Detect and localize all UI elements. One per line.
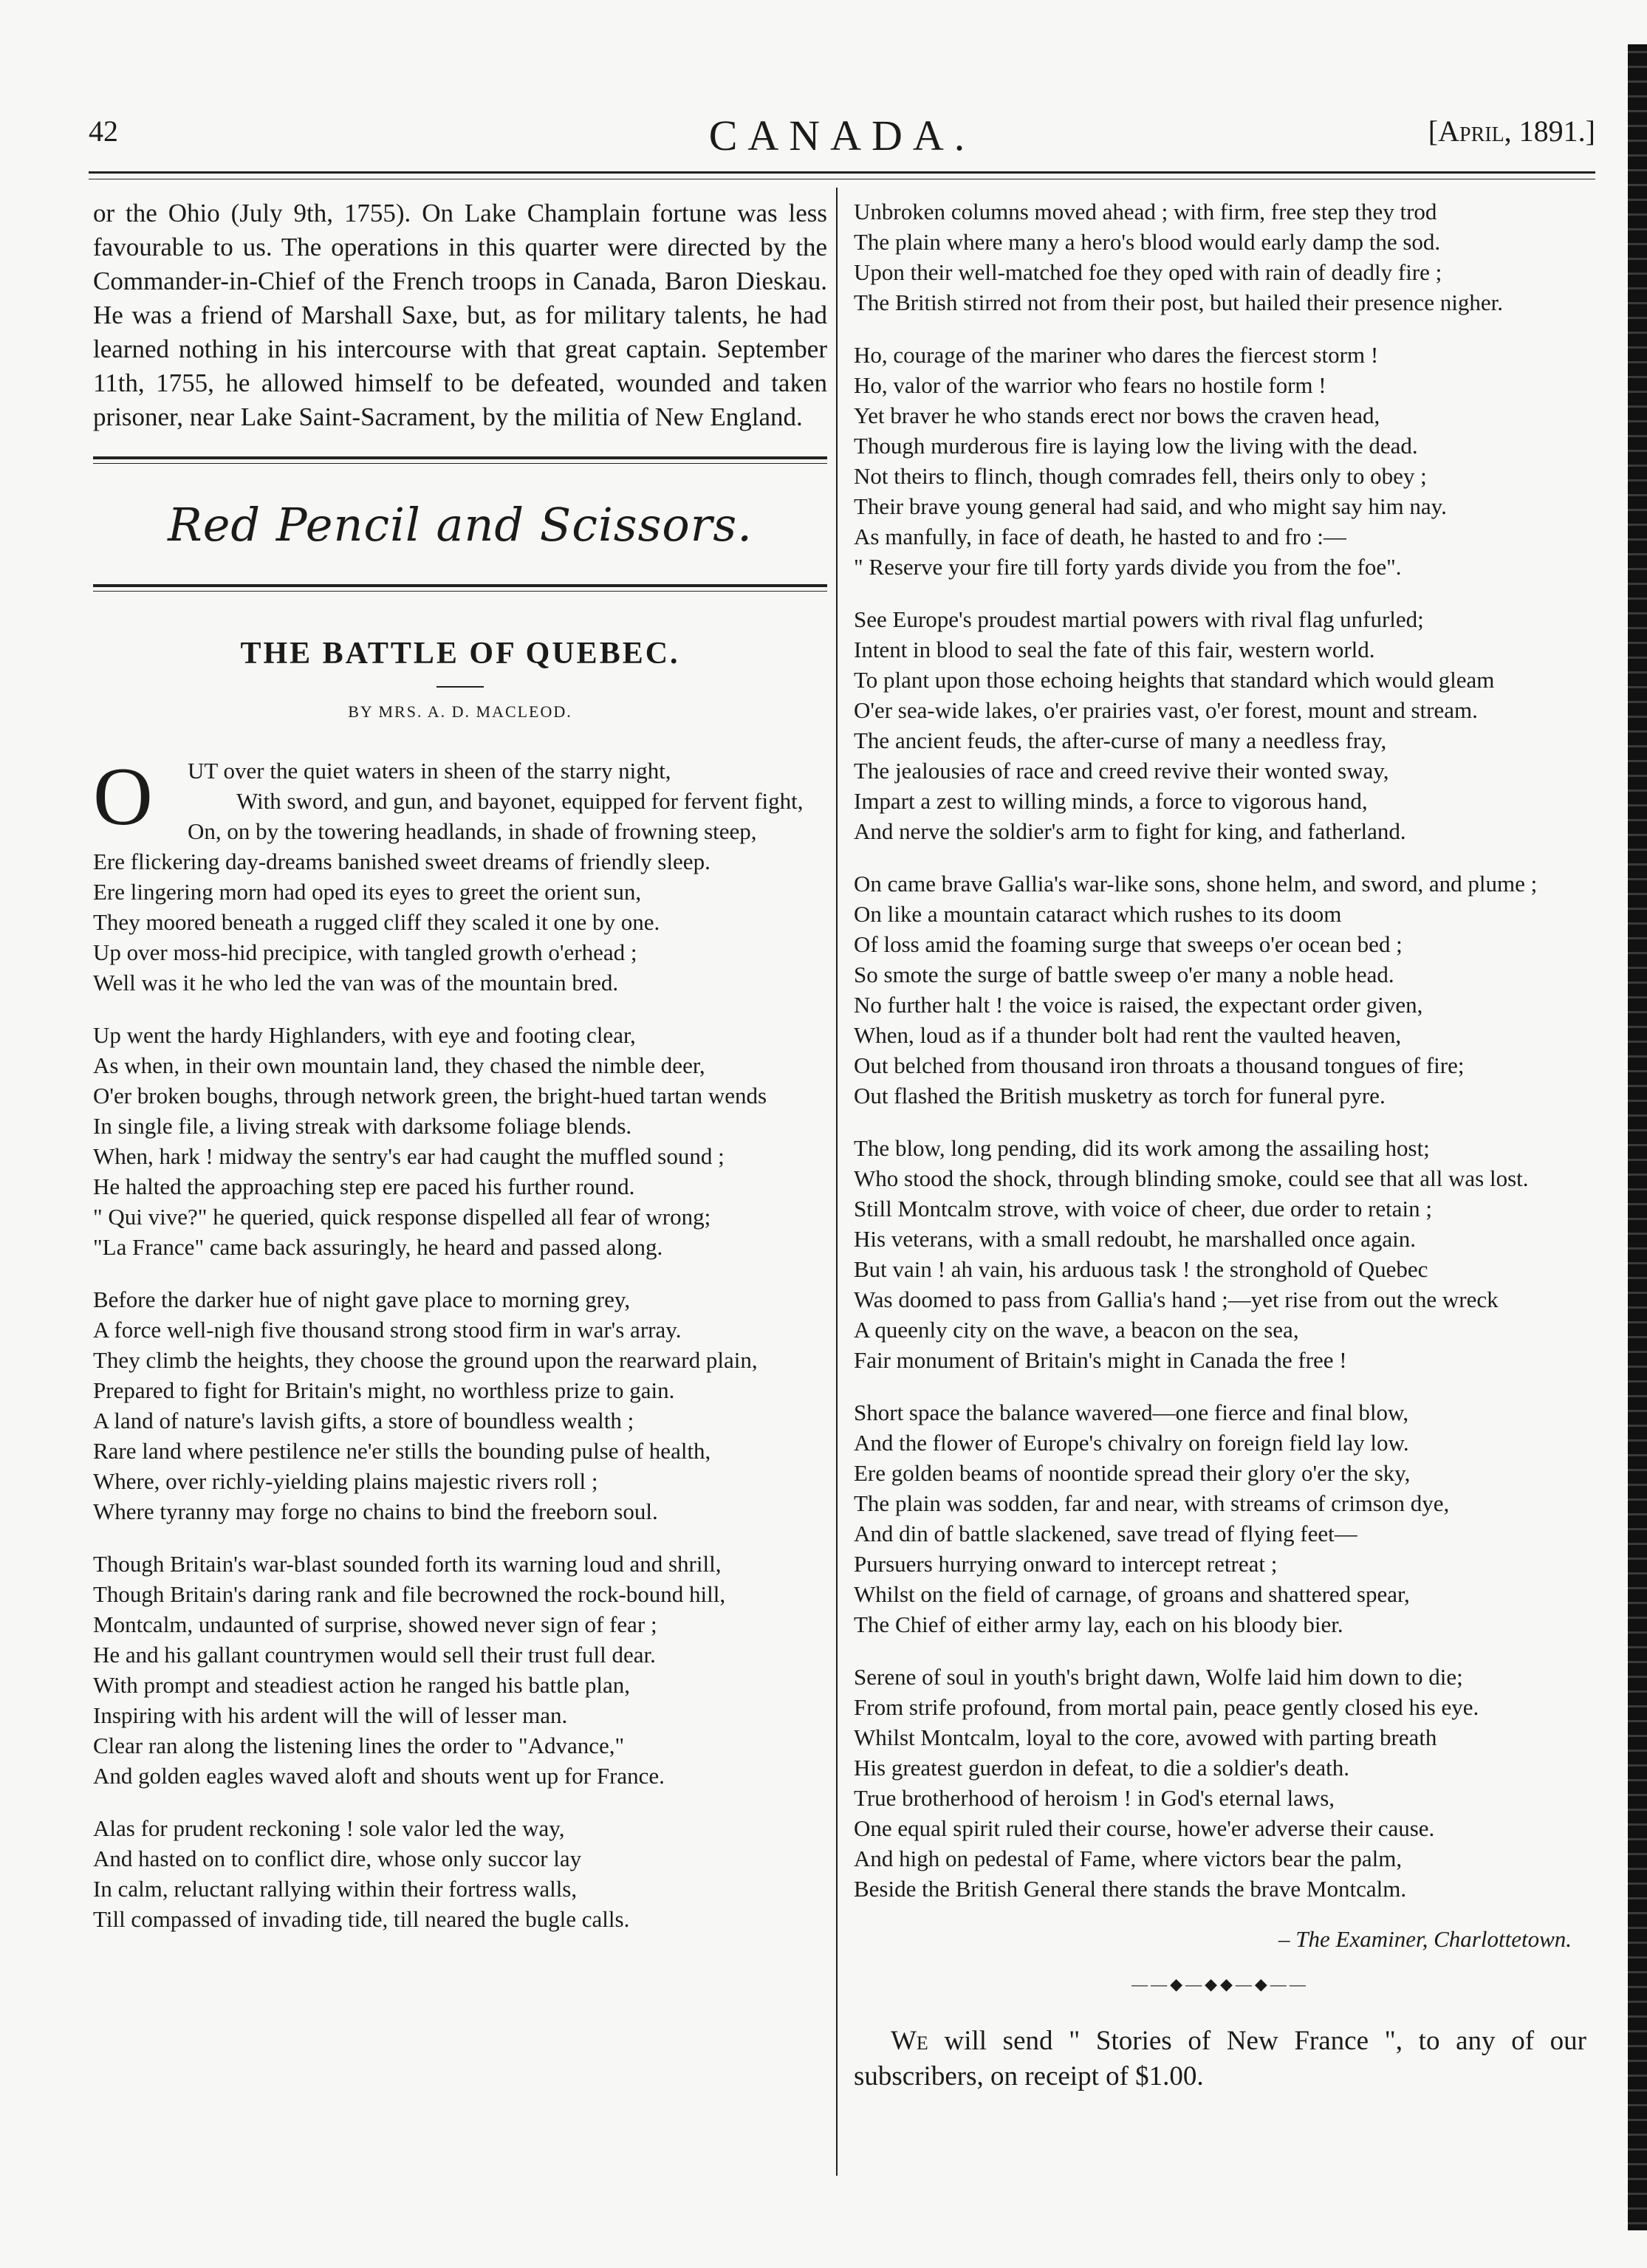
poem-line: And the flower of Europe's chivalry on foreign field lay low. [854, 1430, 1409, 1456]
poem-line: His greatest guerdon in defeat, to die a soldier's death. [854, 1755, 1350, 1781]
intro-paragraph: or the Ohio (July 9th, 1755). On Lake Champlain fortune was less favourable to us. The operations in this quarter were directed by the Commander-in-Chief of the French troops in Canada, Baron Dieskau. He was a friend of Marshall Saxe, but, as for military talents, he had learned nothing in his intercourse with that great captain. September 11th, 1755, he allowed himself to be defeated, wounded and taken prisoner, near Lake Saint-Sacrament, by the militia of New England. [93, 199, 827, 431]
poem-line: As manfully, in face of death, he hasted to and fro :— [854, 524, 1346, 549]
title-rule [436, 686, 484, 688]
drop-cap: O [93, 751, 153, 843]
poem-line: And nerve the soldier's arm to fight for king, and fatherland. [854, 818, 1406, 844]
poem-line: The plain was sodden, far and near, with streams of crimson dye, [854, 1490, 1450, 1516]
poem-stanza [93, 1020, 827, 1262]
poem-line: Where, over richly-yielding plains majestic rivers roll ; [93, 1468, 598, 1494]
poem-stanza [854, 1662, 1586, 1904]
poem-line: A queenly city on the wave, a beacon on the sea, [854, 1317, 1299, 1343]
poem-line: Short space the balance wavered—one fierce and final blow, [854, 1399, 1409, 1425]
poem-line: Fair monument of Britain's might in Canada the free ! [854, 1347, 1347, 1373]
poem-line: Not theirs to flinch, though comrades fell, theirs only to obey ; [854, 463, 1427, 489]
poem-line: Was doomed to pass from Gallia's hand ;—yet rise from out the wreck [854, 1287, 1499, 1312]
left-stanzas [93, 1020, 827, 1934]
first-stanza-lines [93, 751, 827, 998]
poem-line: UT over the quiet waters in sheen of the starry night, [188, 758, 671, 784]
poem-line: When, hark ! midway the sentry's ear had caught the muffled sound ; [93, 1143, 725, 1169]
poem-line: So smote the surge of battle sweep o'er many a noble head. [854, 962, 1394, 987]
poem-line: Though Britain's war-blast sounded forth its warning loud and shrill, [93, 1551, 722, 1577]
page-number: 42 [89, 114, 118, 148]
poem-line: Intent in blood to seal the fate of this fair, western world. [854, 637, 1375, 662]
section-heading: Red Pencil and Scissors. [168, 498, 753, 552]
poem-stanza [93, 1549, 827, 1791]
poem-line: When, loud as if a thunder bolt had rent the vaulted heaven, [854, 1022, 1402, 1048]
poem-line: And golden eagles waved aloft and shouts went up for France. [93, 1763, 665, 1789]
poem-line: On came brave Gallia's war-like sons, shone helm, and sword, and plume ; [854, 871, 1538, 897]
poem-stanza [854, 1397, 1586, 1640]
right-stanzas [854, 196, 1586, 1904]
magazine-title: CANADA. [708, 112, 976, 160]
poem-line: But vain ! ah vain, his arduous task ! the stronghold of Quebec [854, 1256, 1428, 1282]
poem-line: Though murderous fire is laying low the living with the dead. [854, 433, 1418, 459]
poem-line: Prepared to fight for Britain's might, no worthless prize to gain. [93, 1377, 675, 1403]
poem-stanza-first [93, 751, 827, 998]
poem-line: Up over moss-hid precipice, with tangled growth o'erhead ; [93, 939, 637, 965]
poem-stanza [854, 1133, 1586, 1375]
ornament-divider: ——◆—◆◆—◆—— [1131, 1975, 1309, 1993]
poem-stanza [854, 604, 1586, 846]
poem-line: Before the darker hue of night gave place to morning grey, [93, 1287, 631, 1312]
poem-line: On, on by the towering headlands, in shade of frowning steep, [188, 818, 757, 844]
poem-stanza [854, 340, 1586, 582]
poem-line: " Reserve your fire till forty yards divide you from the foe". [854, 554, 1402, 580]
poem-line: He halted the approaching step ere paced his further round. [93, 1174, 635, 1199]
advertisement-text: will send " Stories of New France ", to any of our subscribers, on receipt of $1.00. [854, 2026, 1586, 2091]
poem-line: And hasted on to conflict dire, whose only succor lay [93, 1846, 582, 1871]
poem-line: Though Britain's daring rank and file becrowned the rock-bound hill, [93, 1581, 726, 1607]
poem-line: On like a mountain cataract which rushes to its doom [854, 901, 1342, 927]
poem-stanza [93, 1284, 827, 1527]
poem-line: A force well-nigh five thousand strong stood firm in war's array. [93, 1317, 682, 1343]
poem-byline: BY MRS. A. D. MACLEOD. [348, 702, 572, 721]
poem-line: The Chief of either army lay, each on his bloody bier. [854, 1611, 1343, 1637]
poem-title: THE BATTLE OF QUEBEC. [240, 637, 680, 671]
poem-line: Montcalm, undaunted of surprise, showed never sign of fear ; [93, 1611, 657, 1637]
poem-line: The ancient feuds, the after-curse of many a needless fray, [854, 727, 1387, 753]
poem-line: "La France" came back assuringly, he heard and passed along. [93, 1234, 663, 1260]
poem-line: Beside the British General there stands the brave Montcalm. [854, 1876, 1407, 1902]
page-edge-shadow [1628, 44, 1647, 2230]
poem-line: Ere lingering morn had oped its eyes to greet the orient sun, [93, 879, 642, 905]
poem-line: As when, in their own mountain land, they chased the nimble deer, [93, 1052, 705, 1078]
poem-line: And high on pedestal of Fame, where victors bear the palm, [854, 1846, 1403, 1871]
poem-line: In single file, a living streak with darksome foliage blends. [93, 1113, 632, 1139]
poem-line: With sword, and gun, and bayonet, equipped for fervent fight, [236, 788, 804, 814]
poem-line: Out flashed the British musketry as torch for funeral pyre. [854, 1083, 1386, 1109]
poem-line: He and his gallant countrymen would sell their trust full dear. [93, 1642, 656, 1668]
left-column [93, 196, 827, 1956]
poem-line: Clear ran along the listening lines the order to "Advance," [93, 1733, 625, 1758]
poem-line: O'er broken boughs, through network green, the bright-hued tartan wends [93, 1083, 767, 1109]
poem-credit: – The Examiner, Charlottetown. [1278, 1926, 1572, 1952]
section-rule-top [93, 456, 827, 467]
poem-stanza [93, 1813, 827, 1934]
poem-line: The jealousies of race and creed revive their wonted sway, [854, 758, 1389, 784]
poem-line: Inspiring with his ardent will the will of lesser man. [93, 1702, 568, 1728]
poem-line: No further halt ! the voice is raised, the expectant order given, [854, 992, 1423, 1018]
section-rule-bottom [93, 584, 827, 595]
poem-line: Alas for prudent reckoning ! sole valor led the way, [93, 1815, 565, 1841]
poem-line: Unbroken columns moved ahead ; with firm, free step they trod [854, 199, 1437, 225]
poem-line: Whilst on the field of carnage, of groans and shattered spear, [854, 1581, 1410, 1607]
poem-line: The British stirred not from their post, but hailed their presence nigher. [854, 290, 1503, 315]
poem-line: Of loss amid the foaming surge that sweeps o'er ocean bed ; [854, 931, 1403, 957]
poem-line: Ho, valor of the warrior who fears no hostile form ! [854, 372, 1326, 398]
poem-line: And din of battle slackened, save tread of flying feet— [854, 1521, 1357, 1546]
advertisement-lead: We [891, 2026, 928, 2056]
poem-line: They moored beneath a rugged cliff they scaled it one by one. [93, 909, 660, 935]
poem-line: Rare land where pestilence ne'er stills the bounding pulse of health, [93, 1438, 711, 1464]
poem-line: True brotherhood of heroism ! in God's eternal laws, [854, 1785, 1335, 1811]
poem-line: A land of nature's lavish gifts, a store of boundless wealth ; [93, 1408, 634, 1433]
poem-line: Their brave young general had said, and who might say him nay. [854, 493, 1447, 519]
poem-line: From strife profound, from mortal pain, peace gently closed his eye. [854, 1694, 1479, 1720]
poem-line: See Europe's proudest martial powers with rival flag unfurled; [854, 606, 1424, 632]
poem-line: Impart a zest to willing minds, a force to vigorous hand, [854, 788, 1368, 814]
poem-line: The plain where many a hero's blood would early damp the sod. [854, 229, 1441, 255]
poem-line: To plant upon those echoing heights that standard which would gleam [854, 667, 1495, 693]
poem-line: One equal spirit ruled their course, howe'er adverse their cause. [854, 1815, 1435, 1841]
poem-line: They climb the heights, they choose the ground upon the rearward plain, [93, 1347, 758, 1373]
poem-line: Out belched from thousand iron throats a thousand tongues of fire; [854, 1052, 1465, 1078]
poem-line: In calm, reluctant rallying within their fortress walls, [93, 1876, 578, 1902]
poem-line: " Qui vive?" he queried, quick response dispelled all fear of wrong; [93, 1204, 711, 1230]
poem-line: Up went the hardy Highlanders, with eye and footing clear, [93, 1022, 636, 1048]
header-rule [89, 171, 1595, 174]
column-divider [836, 188, 838, 2176]
poem-line: Where tyranny may forge no chains to bind the freeborn soul. [93, 1498, 658, 1524]
poem-line: With prompt and steadiest action he ranged his battle plan, [93, 1672, 631, 1698]
poem-line: Still Montcalm strove, with voice of cheer, due order to retain ; [854, 1196, 1433, 1222]
poem-stanza [854, 869, 1586, 1111]
poem-line: Ere flickering day-dreams banished sweet dreams of friendly sleep. [93, 849, 710, 874]
poem-line: Till compassed of invading tide, till neared the bugle calls. [93, 1906, 630, 1932]
poem-line: Who stood the shock, through blinding smoke, could see that all was lost. [854, 1165, 1529, 1191]
poem-line: Whilst Montcalm, loyal to the core, avowed with parting breath [854, 1724, 1437, 1750]
poem-line: Yet braver he who stands erect nor bows the craven head, [854, 402, 1380, 428]
right-column [854, 196, 1586, 2094]
poem-line: His veterans, with a small redoubt, he marshalled once again. [854, 1226, 1416, 1252]
poem-line: Ere golden beams of noontide spread their glory o'er the sky, [854, 1460, 1411, 1486]
issue-date: [April, 1891.] [1428, 114, 1595, 148]
poem-line: Pursuers hurrying onward to intercept retreat ; [854, 1551, 1278, 1577]
running-header [89, 111, 1595, 162]
poem-line: Ho, courage of the mariner who dares the fiercest storm ! [854, 342, 1379, 368]
advertisement [854, 2024, 1586, 2094]
poem-line: O'er sea-wide lakes, o'er prairies vast, o'er forest, mount and stream. [854, 697, 1478, 723]
poem-line: The blow, long pending, did its work among the assailing host; [854, 1135, 1430, 1161]
poem-line: Serene of soul in youth's bright dawn, Wolfe laid him down to die; [854, 1664, 1463, 1690]
poem-stanza [854, 196, 1586, 318]
poem-line: Upon their well-matched foe they oped with rain of deadly fire ; [854, 259, 1442, 285]
poem-line: Well was it he who led the van was of the mountain bred. [93, 970, 619, 996]
